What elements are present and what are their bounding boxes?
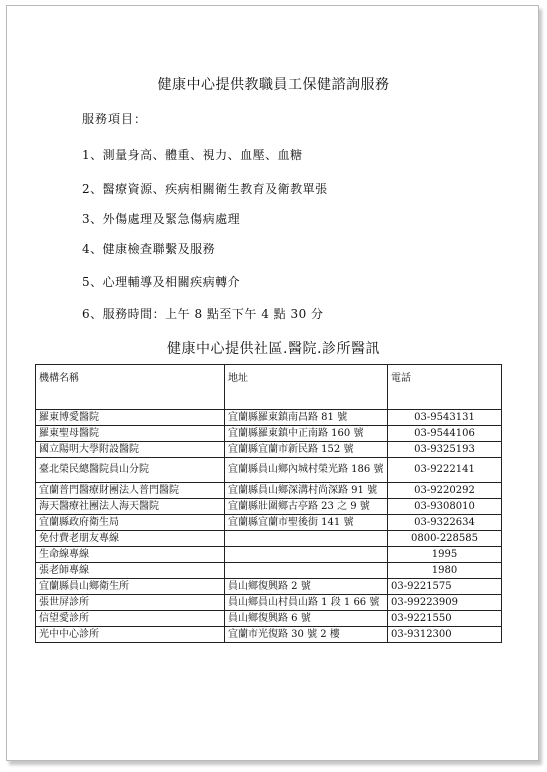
institution-phone: 03-9221550	[388, 611, 502, 627]
table-row	[36, 611, 502, 627]
table-row	[36, 547, 502, 563]
table-row	[36, 499, 502, 515]
table-row	[36, 531, 502, 547]
institution-address	[225, 547, 388, 563]
table-row	[36, 627, 502, 643]
institution-name: 宜蘭縣政府衛生局	[36, 515, 225, 531]
institution-phone: 03-9221575	[388, 579, 502, 595]
institution-address	[225, 531, 388, 547]
medical-contacts-table	[35, 364, 502, 643]
table-row	[36, 442, 502, 458]
column-header-phone: 電話	[388, 365, 502, 410]
service-item: 3、外傷處理及緊急傷病處理	[82, 212, 241, 226]
institution-address: 員山鄉復興路 6 號	[225, 611, 388, 627]
institution-address: 宜蘭縣羅東鎮中正南路 160 號	[225, 426, 388, 442]
institution-name: 張世屏診所	[36, 595, 225, 611]
institution-address: 宜蘭縣宜蘭市聖後街 141 號	[225, 515, 388, 531]
institution-phone: 03-99223909	[388, 595, 502, 611]
table-title: 健康中心提供社區.醫院.診所醫訊	[167, 341, 380, 357]
institution-name: 海天醫療社團法人海天醫院	[36, 499, 225, 515]
service-item: 1、測量身高、體重、視力、血壓、血糖	[82, 148, 303, 162]
service-hours: 6、服務時間：上午 8 點至下午 4 點 30 分	[82, 307, 324, 321]
document-title: 健康中心提供教職員工保健諮詢服務	[157, 77, 390, 93]
table-row	[36, 515, 502, 531]
institution-phone: 1995	[388, 547, 502, 563]
service-item: 2、醫療資源、疾病相關衛生教育及衛教單張	[82, 182, 328, 196]
institution-address: 宜蘭縣宜蘭市新民路 152 號	[225, 442, 388, 458]
table-row	[36, 426, 502, 442]
institution-address: 宜蘭縣壯圍鄉古亭路 23 之 9 號	[225, 499, 388, 515]
institution-phone: 0800-228585	[388, 531, 502, 547]
institution-address: 宜蘭縣羅東鎮南昌路 81 號	[225, 410, 388, 426]
institution-name: 國立陽明大學附設醫院	[36, 442, 225, 458]
institution-phone: 03-9312300	[388, 627, 502, 643]
institution-name: 宜蘭縣員山鄉衛生所	[36, 579, 225, 595]
institution-name: 臺北榮民總醫院員山分院	[36, 458, 225, 483]
table-row	[36, 410, 502, 426]
institution-phone: 03-9544106	[388, 426, 502, 442]
institution-phone: 03-9220292	[388, 483, 502, 499]
institution-address: 宜蘭市光復路 30 號 2 樓	[225, 627, 388, 643]
institution-name: 免付費老朋友專線	[36, 531, 225, 547]
services-heading: 服務項目：	[82, 112, 148, 126]
institution-address: 員山鄉員山村員山路 1 段 1 66 號	[225, 595, 388, 611]
service-item: 4、健康檢查聯繫及服務	[82, 242, 216, 256]
column-header-address: 地址	[225, 365, 388, 410]
institution-address: 宜蘭縣員山鄉內城村榮光路 186 號	[225, 458, 388, 483]
institution-phone: 03-9222141	[388, 458, 502, 483]
institution-address	[225, 563, 388, 579]
institution-phone: 03-9322634	[388, 515, 502, 531]
institution-phone: 1980	[388, 563, 502, 579]
service-item: 5、心理輔導及相關疾病轉介	[82, 275, 241, 289]
institution-name: 羅東博愛醫院	[36, 410, 225, 426]
institution-name: 宜蘭普門醫療財團法人普門醫院	[36, 483, 225, 499]
institution-phone: 03-9325193	[388, 442, 502, 458]
institution-phone: 03-9543131	[388, 410, 502, 426]
institution-phone: 03-9308010	[388, 499, 502, 515]
table-header-row	[36, 365, 502, 410]
institution-name: 羅東聖母醫院	[36, 426, 225, 442]
institution-address: 員山鄉復興路 2 號	[225, 579, 388, 595]
table-row	[36, 563, 502, 579]
institution-name: 信望愛診所	[36, 611, 225, 627]
institution-name: 光中中心診所	[36, 627, 225, 643]
table-row	[36, 579, 502, 595]
table-row	[36, 458, 502, 483]
table-row	[36, 595, 502, 611]
institution-name: 生命線專線	[36, 547, 225, 563]
institution-address: 宜蘭縣員山鄉深溝村尚深路 91 號	[225, 483, 388, 499]
table-row	[36, 483, 502, 499]
institution-name: 張老師專線	[36, 563, 225, 579]
column-header-name: 機構名稱	[36, 365, 225, 410]
